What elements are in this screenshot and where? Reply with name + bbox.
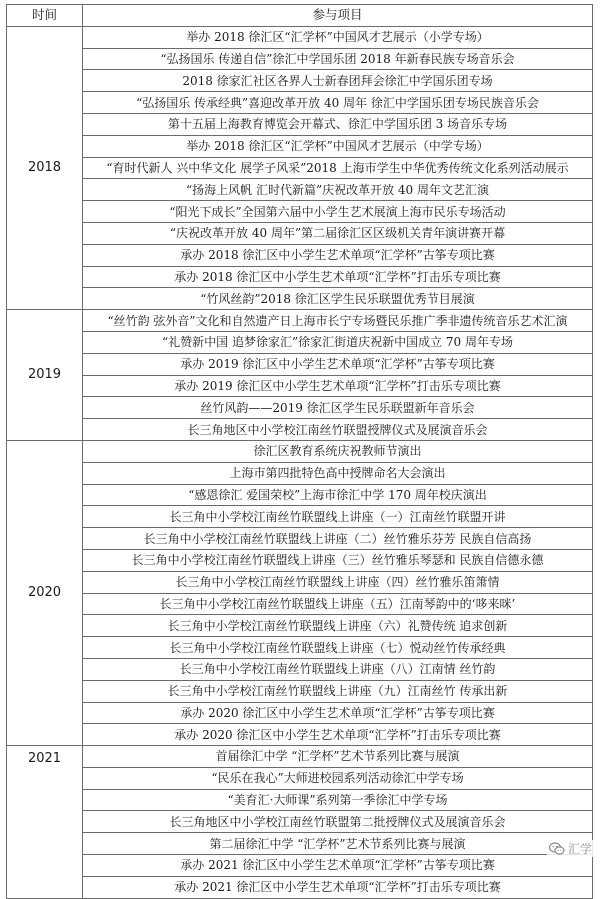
project-cell: 举办 2018 徐汇区“汇学杯”中国风才艺展示（小学专场） xyxy=(83,26,593,48)
project-cell: 承办 2020 徐汇区中小学生艺术单项“汇学杯”古筝专项比赛 xyxy=(83,702,593,724)
table-row xyxy=(7,26,593,48)
table-row xyxy=(7,549,593,571)
header-row xyxy=(7,5,593,27)
table-row xyxy=(7,724,593,746)
project-cell: 长三角中小学校江南丝竹联盟线上讲座（四）丝竹雅乐笛箫情 xyxy=(83,571,593,593)
table-row xyxy=(7,680,593,702)
project-cell: “丝竹韵 弦外音”文化和自然遗产日上海市长宁专场暨民乐推广季非遗传统音乐艺术汇演 xyxy=(83,310,593,332)
table-row xyxy=(7,789,593,811)
project-cell: 承办 2020 徐汇区中小学生艺术单项“汇学杯”打击乐专项比赛 xyxy=(83,724,593,746)
project-cell: 承办 2019 徐汇区中小学生艺术单项“汇学杯”打击乐专项比赛 xyxy=(83,375,593,397)
table-row xyxy=(7,113,593,135)
table-row xyxy=(7,615,593,637)
project-cell: 长三角中小学校江南丝竹联盟线上讲座（六）礼赞传统 追求创新 xyxy=(83,615,593,637)
table-row xyxy=(7,331,593,353)
project-cell: 长三角中小学校江南丝竹联盟线上讲座（五）江南琴韵中的‘哆来咪’ xyxy=(83,593,593,615)
watermark xyxy=(547,840,594,857)
year-cell: 2019 xyxy=(7,310,83,441)
year-cell: 2021 xyxy=(7,746,83,899)
project-cell: “育时代新人 兴中华文化 展学子风采”2018 上海市学生中华优秀传统文化系列活动展示 xyxy=(83,157,593,179)
project-table xyxy=(6,4,593,899)
table-body xyxy=(7,26,593,898)
table-row xyxy=(7,70,593,92)
table-row xyxy=(7,288,593,310)
table-row xyxy=(7,353,593,375)
table-row xyxy=(7,484,593,506)
project-cell: 2018 徐家汇社区各界人士新春团拜会徐汇中学国乐团专场 xyxy=(83,70,593,92)
year-cell: 2018 xyxy=(7,26,83,309)
project-cell: “竹风丝韵”2018 徐汇区学生民乐联盟优秀节目展演 xyxy=(83,288,593,310)
project-cell: 承办 2018 徐汇区中小学生艺术单项“汇学杯”打击乐专项比赛 xyxy=(83,266,593,288)
header-time: 时间 xyxy=(7,5,83,27)
table-row xyxy=(7,266,593,288)
table-row xyxy=(7,375,593,397)
table-row xyxy=(7,92,593,114)
project-cell: “庆祝改革开放 40 周年”第二届徐汇区区级机关青年演讲赛开幕 xyxy=(83,222,593,244)
table-row xyxy=(7,419,593,441)
table-row xyxy=(7,767,593,789)
project-cell: “美育汇·大师课”系列第一季徐汇中学专场 xyxy=(83,789,593,811)
table-row xyxy=(7,462,593,484)
project-cell: 丝竹风韵——2019 徐汇区学生民乐联盟新年音乐会 xyxy=(83,397,593,419)
table-row xyxy=(7,506,593,528)
table-row xyxy=(7,201,593,223)
project-cell: 承办 2021 徐汇区中小学生艺术单项“汇学杯”打击乐专项比赛 xyxy=(83,876,593,898)
table-row xyxy=(7,593,593,615)
project-cell: “弘扬国乐 传递自信”徐汇中学国乐团 2018 年新春民族专场音乐会 xyxy=(83,48,593,70)
table-row xyxy=(7,571,593,593)
table-row xyxy=(7,855,593,877)
table-row xyxy=(7,658,593,680)
table-row xyxy=(7,48,593,70)
project-cell: 首届徐汇中学 “汇学杯”艺术节系列比赛与展演 xyxy=(83,746,593,768)
table-row xyxy=(7,811,593,833)
table-row xyxy=(7,135,593,157)
table-row xyxy=(7,528,593,550)
project-cell: 承办 2019 徐汇区中小学生艺术单项“汇学杯”古筝专项比赛 xyxy=(83,353,593,375)
project-cell: 徐汇区教育系统庆祝教师节演出 xyxy=(83,440,593,462)
project-cell: “弘扬国乐 传承经典”喜迎改革开放 40 周年 徐汇中学国乐团专场民族音乐会 xyxy=(83,92,593,114)
project-cell: 长三角地区中小学校江南丝竹联盟第二批授牌仪式及展演音乐会 xyxy=(83,811,593,833)
project-cell: 第十五届上海教育博览会开幕式、徐汇中学国乐团 3 场音乐专场 xyxy=(83,113,593,135)
project-cell: “民乐在我心”大师进校园系列活动徐汇中学专场 xyxy=(83,767,593,789)
table-row xyxy=(7,833,593,855)
table-row xyxy=(7,157,593,179)
table-row xyxy=(7,310,593,332)
project-cell: “扬海上风帆 汇时代新篇”庆祝改革开放 40 周年文艺汇演 xyxy=(83,179,593,201)
table-row xyxy=(7,876,593,898)
project-cell: 长三角中小学校江南丝竹联盟线上讲座（一）江南丝竹联盟开讲 xyxy=(83,506,593,528)
project-cell: “感恩徐汇 爱国荣校”上海市徐汇中学 170 周年校庆演出 xyxy=(83,484,593,506)
table-row xyxy=(7,397,593,419)
project-cell: 举办 2018 徐汇区“汇学杯”中国风才艺展示（中学专场） xyxy=(83,135,593,157)
project-cell: 长三角中小学校江南丝竹联盟线上讲座（七）悦动丝竹传承经典 xyxy=(83,637,593,659)
watermark-text: 汇学 xyxy=(567,842,592,856)
table-row xyxy=(7,179,593,201)
project-cell: 长三角中小学校江南丝竹联盟线上讲座（三）丝竹雅乐琴瑟和 民族自信德永德 xyxy=(83,549,593,571)
project-cell: 长三角中小学校江南丝竹联盟线上讲座（九）江南丝竹 传承出新 xyxy=(83,680,593,702)
project-cell: 上海市第四批特色高中授牌命名大会演出 xyxy=(83,462,593,484)
project-cell: 承办 2021 徐汇区中小学生艺术单项“汇学杯”古筝专项比赛 xyxy=(83,855,593,877)
table-row xyxy=(7,440,593,462)
year-cell: 2020 xyxy=(7,440,83,745)
table-row xyxy=(7,244,593,266)
project-cell: 长三角中小学校江南丝竹联盟线上讲座（八）江南情 丝竹韵 xyxy=(83,658,593,680)
project-cell: 长三角地区中小学校江南丝竹联盟授牌仪式及展演音乐会 xyxy=(83,419,593,441)
project-cell: 承办 2018 徐汇区中小学生艺术单项“汇学杯”古筝专项比赛 xyxy=(83,244,593,266)
project-table-sheet xyxy=(6,4,592,899)
project-cell: 长三角中小学校江南丝竹联盟线上讲座（二）丝竹雅乐芬芳 民族自信高扬 xyxy=(83,528,593,550)
header-project: 参与项目 xyxy=(83,5,593,27)
table-row xyxy=(7,222,593,244)
table-row xyxy=(7,702,593,724)
project-cell: “礼赞新中国 追梦徐家汇”徐家汇街道庆祝新中国成立 70 周年专场 xyxy=(83,331,593,353)
table-row xyxy=(7,637,593,659)
project-cell: “阳光下成长”全国第六届中小学生艺术展演上海市民乐专场活动 xyxy=(83,201,593,223)
table-row xyxy=(7,746,593,768)
wechat-icon xyxy=(549,842,565,856)
project-cell: 第二届徐汇中学 “汇学杯”艺术节系列比赛与展演 xyxy=(83,833,593,855)
